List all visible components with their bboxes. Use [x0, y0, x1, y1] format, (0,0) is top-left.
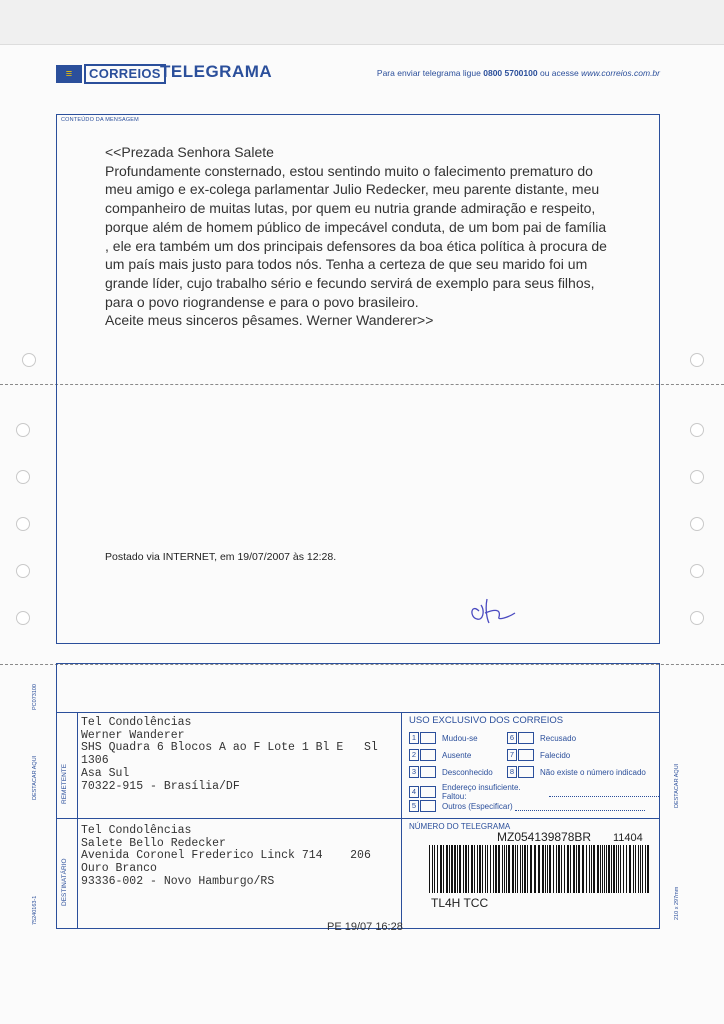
- message-text: [105, 143, 645, 330]
- postal-use-title: USO EXCLUSIVO DOS CORREIOS: [409, 715, 564, 726]
- barcode-bar: [640, 845, 641, 893]
- barcode-bar: [638, 845, 639, 893]
- sender-address: Tel Condolências Werner Wanderer SHS Quadra 6 Blocos A ao F Lote 1 Bl E Sl 1306 Asa Sul 70322-915 - Brasília/DF: [81, 716, 378, 793]
- side-tear-here-right: DESTACAR AQUI: [674, 763, 680, 808]
- barcode-bar: [606, 845, 607, 893]
- barcode-bar: [549, 845, 551, 893]
- barcode-bar: [504, 845, 505, 893]
- service-code: TL4H TCC: [431, 896, 489, 910]
- option-number: 6: [507, 732, 517, 744]
- barcode-bar: [600, 845, 601, 893]
- recipient-label: DESTINATÁRIO: [61, 858, 68, 906]
- barcode-bar: [538, 845, 540, 893]
- option-label: Ausente: [442, 750, 472, 760]
- barcode-bar: [465, 845, 467, 893]
- tractor-hole: [16, 611, 30, 625]
- tractor-hole: [16, 423, 30, 437]
- option-checkbox[interactable]: [518, 749, 534, 761]
- fill-line: [515, 802, 645, 811]
- recipient-address: Tel Condolências Salete Bello Redecker Avenida Coronel Frederico Linck 714 206 Ouro Branco 93336-002 - Novo Hamburgo/RS: [81, 824, 371, 888]
- barcode-bar: [520, 845, 521, 893]
- barcode-bar: [449, 845, 450, 893]
- barcode-bar: [459, 845, 461, 893]
- barcode-bar: [547, 845, 548, 893]
- option-label: Falecido: [540, 750, 571, 760]
- barcode-bar: [623, 845, 624, 893]
- option-number: 1: [409, 732, 419, 744]
- correios-logo: [56, 64, 166, 84]
- barcode-bar: [490, 845, 491, 893]
- message-line: meu amigo e ex-colega parlamentar Julio Redecker, meu parente distante, meu: [105, 181, 600, 198]
- barcode-bar: [512, 845, 514, 893]
- barcode-bar: [545, 845, 546, 893]
- tractor-hole: [690, 353, 704, 367]
- barcode-bar: [618, 845, 619, 893]
- tractor-hole: [16, 564, 30, 578]
- option-unknown[interactable]: [409, 766, 493, 778]
- option-label: Outros (Especificar): [442, 801, 513, 811]
- message-line: porque além de homem público de impecável conduta, de um bom pai de família: [105, 218, 607, 235]
- barcode-bar: [508, 845, 510, 893]
- option-label: Endereço insuficiente. Faltou:: [441, 783, 521, 801]
- option-insufficient-address[interactable]: [409, 783, 659, 801]
- barcode-bar: [635, 845, 636, 893]
- barcode-bar: [440, 845, 442, 893]
- barcode-bar: [502, 845, 503, 893]
- barcode-bar: [586, 845, 587, 893]
- header-hint: [377, 68, 660, 78]
- barcode-bar: [471, 845, 473, 893]
- barcode-bar: [454, 845, 456, 893]
- telegram-header: [56, 62, 660, 88]
- barcode-bar: [591, 845, 592, 893]
- option-refused[interactable]: [507, 732, 576, 744]
- barcode-bar: [530, 845, 532, 893]
- option-number: 2: [409, 749, 419, 761]
- barcode-bar: [524, 845, 526, 893]
- barcode-bar: [493, 845, 494, 893]
- message-line: para o povo riograndense e para o povo brasileiro.: [105, 293, 419, 310]
- barcode-bar: [482, 845, 483, 893]
- barcode-bar: [542, 845, 544, 893]
- divider: [57, 712, 659, 713]
- option-checkbox[interactable]: [518, 766, 534, 778]
- option-number: 7: [507, 749, 517, 761]
- tractor-hole: [690, 564, 704, 578]
- option-number: 3: [409, 766, 419, 778]
- barcode-bar: [645, 845, 646, 893]
- option-label: Mudou-se: [442, 733, 478, 743]
- tractor-hole: [690, 611, 704, 625]
- barcode-bar: [527, 845, 528, 893]
- barcode-bar: [556, 845, 557, 893]
- barcode-bar: [474, 845, 475, 893]
- option-checkbox[interactable]: [420, 749, 436, 761]
- barcode-bar: [582, 845, 584, 893]
- barcode-bar: [517, 845, 518, 893]
- option-label: Recusado: [540, 733, 577, 743]
- telegram-number-label: NÚMERO DO TELEGRAMA: [409, 822, 511, 831]
- message-line: , ele era também um dos principais defensores da boa ética política à procura de: [105, 237, 607, 254]
- option-number: 8: [507, 766, 517, 778]
- barcode-bar: [534, 845, 536, 893]
- option-checkbox[interactable]: [518, 732, 534, 744]
- option-label: Não existe o número indicado: [540, 767, 646, 777]
- barcode-bar: [498, 845, 500, 893]
- barcode-bar: [620, 845, 621, 893]
- postal-stamp: PE 19/07 16:28: [327, 921, 403, 933]
- barcode-bar: [576, 845, 577, 893]
- option-checkbox[interactable]: [420, 800, 436, 812]
- option-label: Desconhecido: [442, 767, 493, 777]
- barcode-bar: [479, 845, 481, 893]
- message-line: um país mais justo para todos nós. Tenha a certeza de que seu marido foi um: [105, 256, 588, 273]
- divider: [77, 712, 78, 928]
- barcode-bar: [506, 845, 507, 893]
- barcode-bar: [626, 845, 627, 893]
- barcode-bar: [589, 845, 590, 893]
- option-absent[interactable]: [409, 749, 471, 761]
- barcode-bar: [446, 845, 448, 893]
- barcode-bar: [477, 845, 478, 893]
- option-deceased[interactable]: [507, 749, 570, 761]
- tracking-number: MZ054139878BR: [497, 830, 592, 844]
- tractor-hole: [690, 423, 704, 437]
- message-line: Profundamente consternado, estou sentindo muito o falecimento prematuro do: [105, 162, 593, 179]
- barcode-bar: [608, 845, 610, 893]
- barcode-bar: [642, 845, 643, 893]
- hint-middle: ou acesse: [539, 68, 579, 78]
- barcode-bar: [567, 845, 569, 893]
- address-box: [56, 663, 660, 929]
- option-moved[interactable]: [409, 732, 478, 744]
- tractor-hole: [690, 470, 704, 484]
- barcode-bar: [434, 845, 435, 893]
- barcode-bar: [597, 845, 599, 893]
- barcode-bar: [602, 845, 603, 893]
- message-line: grande líder, cujo trabalho sério e fecundo servirá de exemplo para seus filhos,: [105, 274, 595, 291]
- tractor-hole: [16, 470, 30, 484]
- office-code: 11404: [613, 832, 643, 844]
- barcode-bar: [604, 845, 605, 893]
- hint-phone: 0800 5700100: [483, 68, 538, 78]
- barcode-bar: [515, 845, 516, 893]
- barcode-bar: [561, 845, 562, 893]
- hint-prefix: Para enviar telegrama ligue: [376, 68, 481, 78]
- tractor-hole: [22, 353, 36, 367]
- side-form-code: 75240163-1: [32, 895, 38, 925]
- barcode-bar: [593, 845, 595, 893]
- barcode-bar: [429, 845, 430, 893]
- side-tear-here-left: DESTACAR AQUI: [32, 755, 38, 800]
- hint-site: www.correios.com.br: [581, 68, 660, 78]
- message-line: <<Prezada Senhora Salete: [105, 144, 274, 160]
- option-checkbox[interactable]: [420, 786, 436, 798]
- barcode-bar: [485, 845, 486, 893]
- option-number: 5: [409, 800, 419, 812]
- barcode-bar: [629, 845, 631, 893]
- option-no-number[interactable]: [507, 766, 646, 778]
- barcode-bar: [611, 845, 612, 893]
- barcode-bar: [443, 845, 444, 893]
- barcode-bar: [647, 845, 649, 893]
- option-number: 4: [409, 786, 419, 798]
- fill-line: [549, 788, 659, 797]
- correios-bird-icon: ≡: [56, 65, 82, 83]
- logo-text: CORREIOS: [84, 64, 166, 84]
- barcode-bar: [432, 845, 433, 893]
- barcode-bar: [564, 845, 565, 893]
- barcode-bar: [437, 845, 438, 893]
- message-line: companheiro de muitas lutas, por quem eu nutria grande admiração e respeito,: [105, 200, 596, 217]
- side-paper-size: 210 x 297mm: [674, 886, 680, 920]
- barcode: [429, 845, 651, 893]
- barcode-bar: [495, 845, 497, 893]
- barcode-bar: [616, 845, 617, 893]
- divider: [401, 712, 402, 928]
- side-code-top: PC073100: [32, 684, 38, 710]
- barcode-bar: [522, 845, 523, 893]
- message-label: CONTEÚDO DA MENSAGEM: [61, 117, 139, 123]
- barcode-bar: [573, 845, 575, 893]
- sender-label: REMETENTE: [61, 763, 68, 804]
- document-title: TELEGRAMA: [160, 62, 273, 81]
- barcode-bar: [468, 845, 469, 893]
- barcode-bar: [578, 845, 580, 893]
- barcode-bar: [570, 845, 571, 893]
- option-other[interactable]: [409, 800, 645, 812]
- option-checkbox[interactable]: [420, 766, 436, 778]
- handwritten-signature: [465, 591, 525, 631]
- barcode-bar: [463, 845, 464, 893]
- barcode-bar: [613, 845, 615, 893]
- tractor-hole: [690, 517, 704, 531]
- barcode-bar: [558, 845, 560, 893]
- message-line: Aceite meus sinceros pêsames. Werner Wanderer>>: [105, 312, 434, 329]
- divider: [57, 818, 659, 819]
- posted-info: Postado via INTERNET, em 19/07/2007 às 12:28.: [105, 551, 337, 563]
- barcode-bar: [553, 845, 554, 893]
- tractor-hole: [16, 517, 30, 531]
- option-checkbox[interactable]: [420, 732, 436, 744]
- top-fold: [0, 0, 724, 45]
- barcode-bar: [633, 845, 634, 893]
- message-box: [56, 114, 660, 644]
- barcode-bar: [451, 845, 453, 893]
- barcode-bar: [487, 845, 488, 893]
- barcode-bar: [457, 845, 458, 893]
